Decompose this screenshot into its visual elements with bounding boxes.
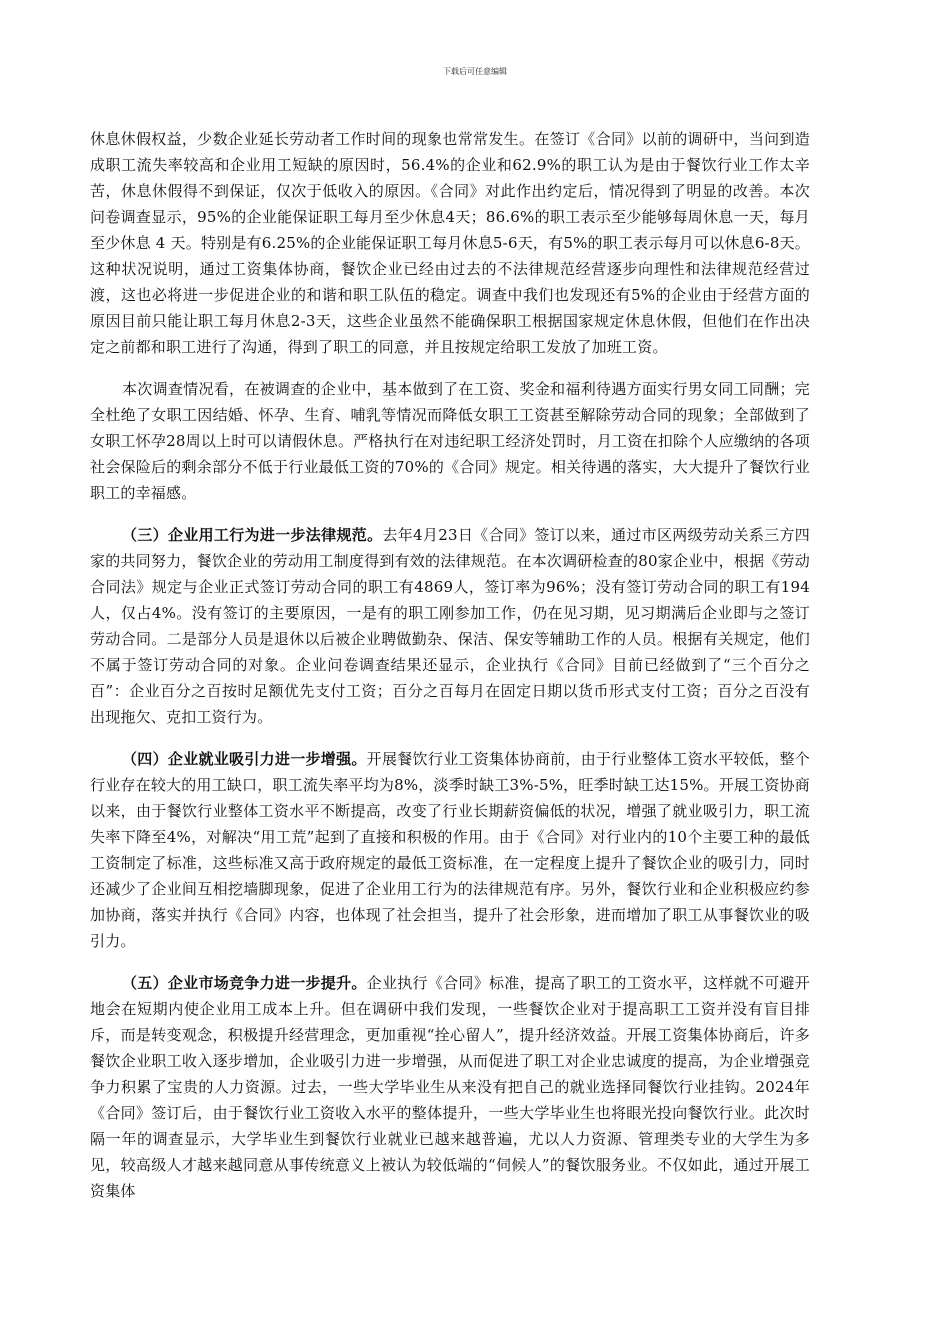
document-body bbox=[90, 126, 810, 1220]
paragraph-text: 本次调查情况看，在被调查的企业中，基本做到了在工资、奖金和福利待遇方面实行男女同工同酬；完全杜绝了女职工因结婚、怀孕、生育、哺乳等情况而降低女职工工资甚至解除劳动合同的现象；全部做到了女职工怀孕28周以上时可以请假休息。严格执行在对违纪职工经济处罚时，月工资在扣除个人应缴纳的各项社会保险后的剩余部分不低于行业最低工资的70%的《合同》规定。相关待遇的落实，大大提升了餐饮行业职工的幸福感。 bbox=[90, 380, 810, 502]
section-heading: （三）企业用工行为进一步法律规范。 bbox=[122, 526, 383, 544]
paragraph-text: 企业执行《合同》标准，提高了职工的工资水平，这样就不可避开地会在短期内使企业用工成本上升。但在调研中我们发现，一些餐饮企业对于提高职工工资并没有盲目排斥，而是转变观念，积极提升经营理念，更加重视“拴心留人”，提升经济效益。开展工资集体协商后，许多餐饮企业职工收入逐步增加，企业吸引力进一步增强，从而促进了职工对企业忠诚度的提高，为企业增强竞争力积累了宝贵的人力资源。过去，一些大学毕业生从来没有把自己的就业选择同餐饮行业挂钩。2024年《合同》签订后，由于餐饮行业工资收入水平的整体提升，一些大学毕业生也将眼光投向餐饮行业。此次时隔一年的调查显示，大学毕业生到餐饮行业就业已越来越普遍，尤以人力资源、管理类专业的大学生为多见，较高级人才越来越同意从事传统意义上被认为较低端的“伺候人”的餐饮服务业。不仅如此，通过开展工资集体 bbox=[90, 974, 810, 1200]
section-heading: （四）企业就业吸引力进一步增强。 bbox=[122, 750, 367, 768]
paragraph-rest-leave bbox=[90, 126, 810, 360]
paragraph-section-4 bbox=[90, 746, 810, 954]
paragraph-text: 休息休假权益，少数企业延长劳动者工作时间的现象也常常发生。在签订《合同》以前的调研中，当问到造成职工流失率较高和企业用工短缺的原因时，56.4%的企业和62.9%的职工认为是由于餐饮行业工作太辛苦，休息休假得不到保证，仅次于低收入的原因。《合同》对此作出约定后，情况得到了明显的改善。本次问卷调查显示，95%的企业能保证职工每月至少休息4天；86.6%的职工表示至少能够每周休息一天，每月至少休息 4 天。特别是有6.25%的企业能保证职工每月休息5-6天，有5%的职工表示每月可以休息6-8天。这种状况说明，通过工资集体协商，餐饮企业已经由过去的不法律规范经营逐步向理性和法律规范经营过渡，这也必将进一步促进企业的和谐和职工队伍的稳定。调查中我们也发现还有5%的企业由于经营方面的原因目前只能让职工每月休息2-3天，这些企业虽然不能确保职工根据国家规定休息休假，但他们在作出决定之前都和职工进行了沟通，得到了职工的同意，并且按规定给职工发放了加班工资。 bbox=[90, 130, 810, 356]
section-heading: （五）企业市场竞争力进一步提升。 bbox=[122, 974, 367, 992]
page-header: 下载后可任意编辑 bbox=[443, 67, 507, 76]
paragraph-text: 开展餐饮行业工资集体协商前，由于行业整体工资水平较低，整个行业存在较大的用工缺口，职工流失率平均为8%，淡季时缺工3%-5%，旺季时缺工达15%。开展工资协商以来，由于餐饮行业整体工资水平不断提高，改变了行业长期薪资偏低的状况，增强了就业吸引力，职工流失率下降至4%，对解决“用工荒”起到了直接和积极的作用。由于《合同》对行业内的10个主要工种的最低工资制定了标准，这些标准又高于政府规定的最低工资标准，在一定程度上提升了餐饮企业的吸引力，同时还减少了企业间互相挖墙脚现象，促进了企业用工行为的法律规范有序。另外，餐饮行业和企业积极应约参加协商，落实并执行《合同》内容，也体现了社会担当，提升了社会形象，进而增加了职工从事餐饮业的吸引力。 bbox=[90, 750, 810, 950]
paragraph-section-5 bbox=[90, 970, 810, 1204]
paragraph-text: 去年4月23日《合同》签订以来，通过市区两级劳动关系三方四家的共同努力，餐饮企业的劳动用工制度得到有效的法律规范。在本次调研检查的80家企业中，根据《劳动合同法》规定与企业正式签订劳动合同的职工有4869人，签订率为96%；没有签订劳动合同的职工有194人，仅占4%。没有签订的主要原因，一是有的职工刚参加工作，仍在见习期，见习期满后企业即与之签订劳动合同。二是部分人员是退休以后被企业聘做勤杂、保洁、保安等辅助工作的人员。根据有关规定，他们不属于签订劳动合同的对象。企业问卷调查结果还显示，企业执行《合同》目前已经做到了“三个百分之百”：企业百分之百按时足额优先支付工资；百分之百每月在固定日期以货币形式支付工资；百分之百没有出现拖欠、克扣工资行为。 bbox=[90, 526, 811, 726]
paragraph-section-3 bbox=[90, 522, 810, 730]
paragraph-equal-pay bbox=[90, 376, 810, 506]
